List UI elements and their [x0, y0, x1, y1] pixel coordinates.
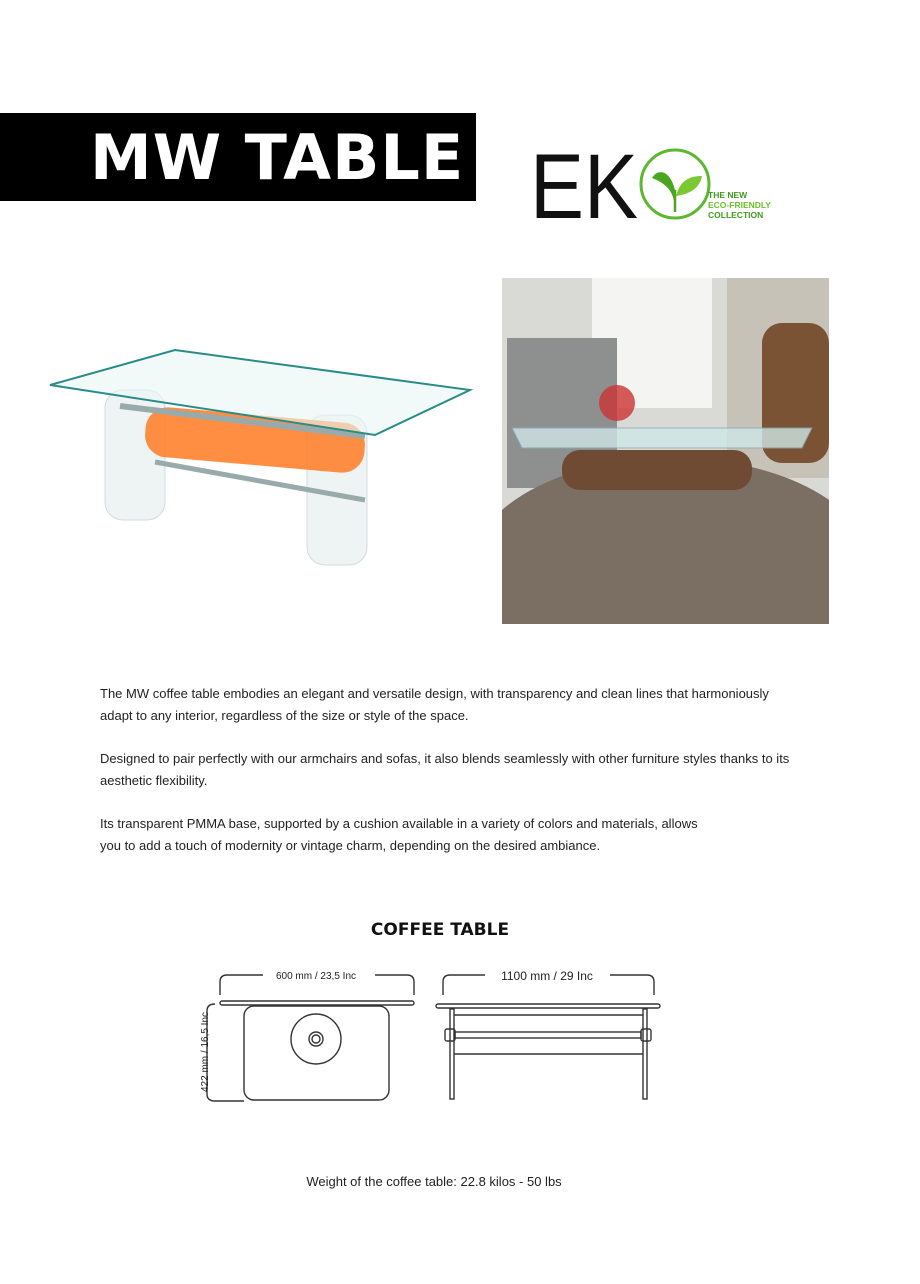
page-title: MW TABLE [90, 121, 465, 194]
eko-logo [530, 140, 790, 226]
description-paragraph: Designed to pair perfectly with our armchairs and sofas, it also blends seamlessly with other furniture styles thanks to its aesthetic flexibility. [100, 751, 790, 788]
description-paragraph: The MW coffee table embodies an elegant and versatile design, with transparency and clean lines that harmoniously adapt to any interior, regardless of the size or style of the space. [100, 686, 769, 723]
description-paragraph: Its transparent PMMA base, supported by a cushion available in a variety of colors and materials, allows you to add a touch of modernity or vintage charm, depending on the desired ambiance. [100, 816, 698, 853]
depth-dimension: 600 mm / 23,5 Inc [275, 971, 357, 982]
width-dimension: 1100 mm / 29 Inc [501, 969, 593, 983]
section-heading: COFFEE TABLE [370, 920, 510, 940]
height-dimension: 422 mm / 16,5 Inc [200, 1011, 211, 1093]
logo-tagline-2: ECO-FRIENDLY [708, 200, 771, 210]
room-photo [502, 278, 829, 624]
logo-tagline-3: COLLECTION [708, 210, 764, 220]
svg-text:EK: EK [530, 140, 638, 226]
dimension-drawing [195, 960, 675, 1110]
product-image [45, 340, 477, 570]
leaf-icon [652, 172, 675, 212]
weight-info: Weight of the coffee table: 22.8 kilos - 50 lbs [306, 1174, 562, 1189]
logo-tagline-1: THE NEW [708, 190, 748, 200]
